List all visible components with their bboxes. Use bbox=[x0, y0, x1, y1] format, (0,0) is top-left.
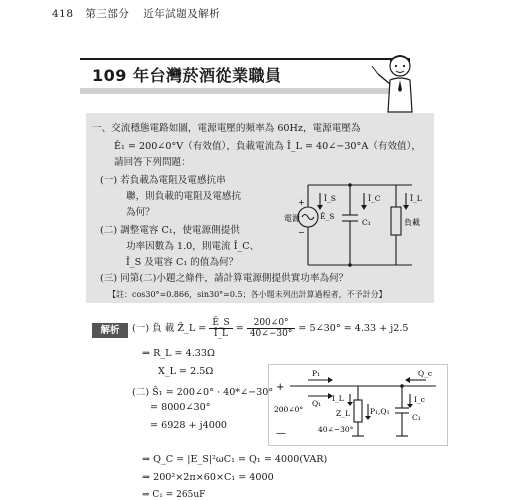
question-line-1: 一、交流穩態電路如圖，電源電壓的頻率為 60Hz，電源電壓為 bbox=[92, 123, 361, 134]
answer-line-9: ⇒ C₁ = 265uF bbox=[142, 490, 206, 500]
answer-1-prefix: (一) 負 載 Z̄_L = bbox=[132, 323, 207, 334]
load-current-label: Î_L bbox=[410, 194, 422, 203]
title-banner bbox=[80, 58, 410, 90]
part2-line-2: 功率因數為 1.0，則電流 Î_C、 bbox=[126, 241, 260, 252]
fraction-2-numerator: 200∠0° bbox=[247, 318, 296, 329]
circuit2-impedance: 40∠−30° bbox=[318, 425, 354, 434]
banner-shadow bbox=[80, 88, 410, 94]
fraction-1 bbox=[209, 318, 232, 339]
circuit2-P1Q1: P₁,Q₁ bbox=[370, 407, 390, 416]
source-label: 電源 bbox=[284, 214, 300, 223]
page-header bbox=[52, 6, 220, 21]
circuit2-minus: — bbox=[276, 428, 286, 439]
circuit2-C1: C₁ bbox=[412, 413, 421, 422]
fraction-2 bbox=[247, 318, 296, 339]
answer-line-6: = 6928 + j4000 bbox=[150, 420, 228, 431]
circuit2-ZL: Z_L bbox=[336, 409, 350, 418]
section-subtitle: 近年試題及解析 bbox=[143, 8, 221, 20]
page-number: 418 bbox=[52, 8, 74, 20]
answer-line-7: ⇒ Q_C = |E_S|²ωC₁ = Q₁ = 4000(VAR) bbox=[142, 454, 328, 465]
answer-line-4: (二) S̄₁ = 200∠0° · 40*∠−30° bbox=[132, 387, 274, 398]
circuit2-voltage: 200∠0° bbox=[274, 405, 304, 414]
circuit2-plus: + bbox=[276, 382, 285, 393]
part3-line: (三) 同第(二)小題之條件，請計算電源側提供實功率為何？ bbox=[100, 273, 349, 284]
question-circuit bbox=[284, 179, 434, 271]
answer-line-2: ⇒ R_L = 4.33Ω bbox=[142, 348, 215, 359]
fraction-2-denominator: 40∠−30° bbox=[249, 329, 293, 339]
circuit2-Ic: I_c bbox=[414, 395, 425, 404]
answer-1-equals: = bbox=[235, 323, 244, 334]
note-line: 【註：cos30°=0.866，sin30°=0.5；各小題未列出計算過程者，不予計分】 bbox=[108, 290, 387, 299]
fraction-1-denominator: Ī_L bbox=[214, 329, 229, 339]
source-current-label: Î_S bbox=[324, 194, 336, 203]
capacitor-current-label: Î_C bbox=[368, 194, 381, 203]
answer-line-8: ⇒ 200²×2π×60×C₁ = 4000 bbox=[142, 472, 274, 483]
question-line-2: Ê₁ = 200∠0°V（有效值），負載電流為 Î_L = 40∠−30°A（有效值）， bbox=[114, 141, 422, 152]
answer-tag: 解析 bbox=[92, 323, 128, 338]
circuit2-P1: P₁ bbox=[312, 369, 321, 378]
answer-line-1 bbox=[132, 318, 409, 339]
circuit2-Qc: Q_c bbox=[418, 369, 433, 378]
question-line-3: 請回答下列問題： bbox=[114, 157, 191, 168]
part1-line-3: 為何？ bbox=[126, 207, 155, 218]
part2-line-1: (二) 調整電容 C₁，使電源側提供 bbox=[100, 225, 240, 236]
exam-title: 109 年台灣菸酒從業職員 bbox=[92, 66, 282, 85]
answer-line-3: X_L = 2.5Ω bbox=[158, 366, 214, 377]
answer-circuit bbox=[268, 364, 448, 446]
circuit2-IL: I_L bbox=[332, 394, 344, 403]
section-name: 第三部分 bbox=[85, 8, 130, 20]
answer-line-5: = 8000∠30° bbox=[150, 402, 211, 413]
question-box bbox=[86, 113, 434, 303]
fraction-1-numerator: Ē_S bbox=[209, 318, 232, 329]
source-minus: − bbox=[298, 228, 305, 237]
source-plus: + bbox=[298, 198, 305, 207]
part2-line-3: Î_S 及電容 C₁ 的值為何？ bbox=[126, 257, 239, 268]
capacitor-label: C₁ bbox=[362, 218, 371, 227]
load-label: 負載 bbox=[404, 218, 420, 227]
part1-line-2: 聯，則負載的電阻及電感抗 bbox=[126, 191, 242, 202]
part1-line-1: (一) 若負載為電阻及電感抗串 bbox=[100, 175, 226, 186]
source-voltage-label: Ê_S bbox=[320, 212, 335, 221]
answer-1-result: = 5∠30° = 4.33 + j2.5 bbox=[298, 323, 409, 334]
teacher-illustration bbox=[370, 52, 426, 114]
circuit2-Q1: Q₁ bbox=[312, 399, 322, 408]
